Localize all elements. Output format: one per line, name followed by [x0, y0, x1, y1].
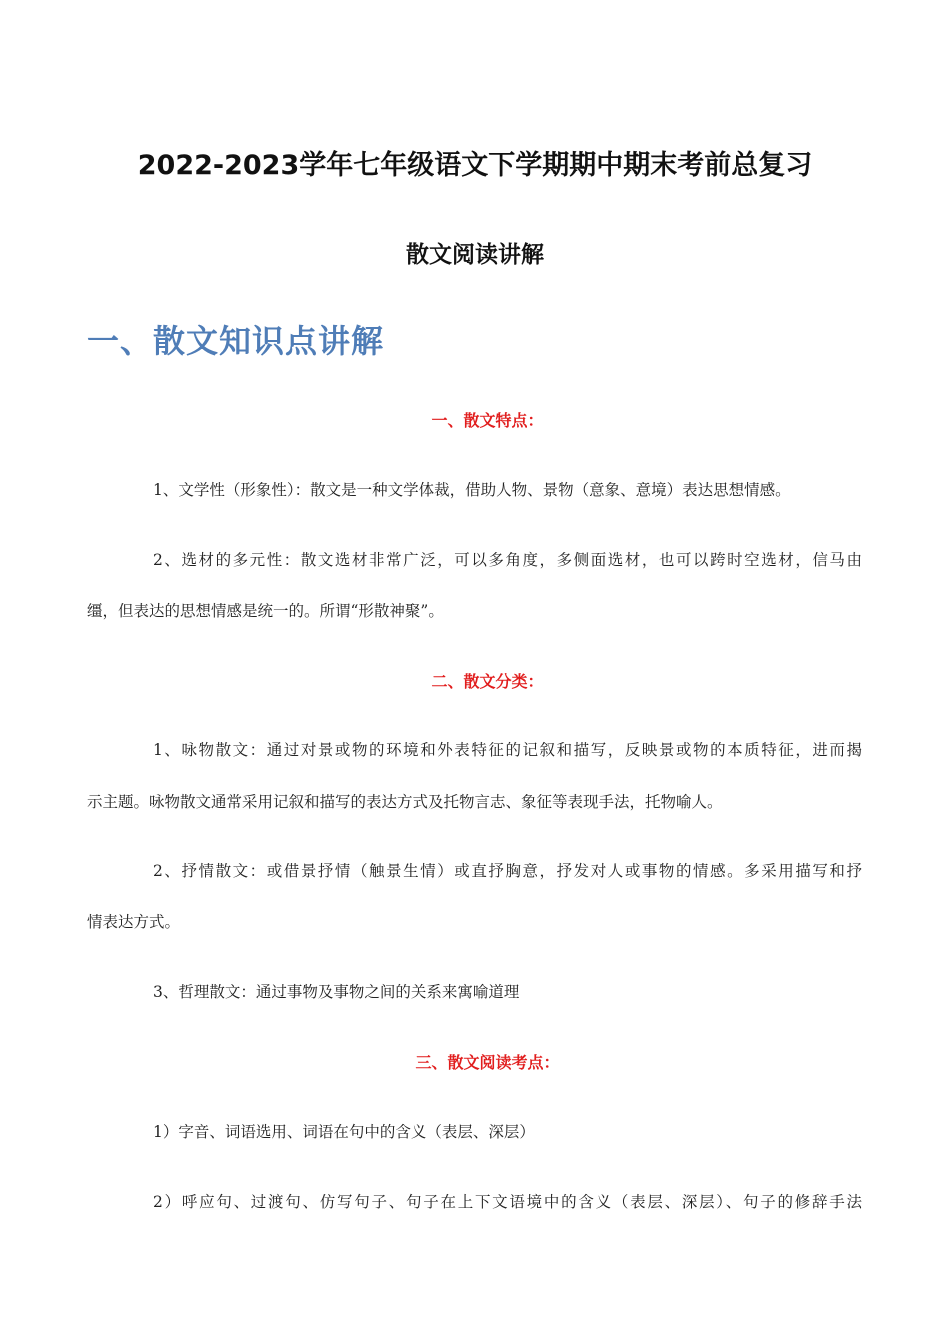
- paragraph-line: 2、选材的多元性：散文选材非常广泛，可以多角度，多侧面选材，也可以跨时空选材，信马由: [153, 551, 862, 569]
- sub-heading-features: 一、散文特点：: [431, 411, 544, 430]
- paragraph-line: 2、抒情散文：或借景抒情（触景生情）或直抒胸意，抒发对人或事物的情感。多采用描写和抒: [153, 862, 862, 880]
- paragraph-line: 1）字音、词语选用、词语在句中的含义（表层、深层）: [153, 1123, 535, 1141]
- paragraph-line: 2）呼应句、过渡句、仿写句子、句子在上下文语境中的含义（表层、深层）、句子的修辞手法: [153, 1193, 862, 1211]
- paragraph-line: 情表达方式。: [87, 913, 181, 931]
- sub-heading-categories: 二、散文分类：: [431, 672, 544, 691]
- paragraph-line: 缰，但表达的思想情感是统一的。所谓“形散神聚”。: [87, 602, 444, 620]
- section-heading: 一、散文知识点讲解: [87, 322, 385, 360]
- document-title: 2022-2023学年七年级语文下学期期中期末考前总复习: [137, 150, 813, 181]
- sub-heading-exam-points: 三、散文阅读考点：: [415, 1053, 560, 1072]
- paragraph-line: 3、哲理散文：通过事物及事物之间的关系来寓喻道理: [153, 983, 520, 1001]
- document-subtitle: 散文阅读讲解: [406, 242, 544, 268]
- paragraph-line: 1、文学性（形象性）：散文是一种文学体裁，借助人物、景物（意象、意境）表达思想情感。: [153, 481, 791, 499]
- paragraph-line: 示主题。咏物散文通常采用记叙和描写的表达方式及托物言志、象征等表现手法，托物喻人。: [87, 793, 723, 811]
- paragraph-line: 1、咏物散文：通过对景或物的环境和外表特征的记叙和描写，反映景或物的本质特征，进而揭: [153, 741, 862, 759]
